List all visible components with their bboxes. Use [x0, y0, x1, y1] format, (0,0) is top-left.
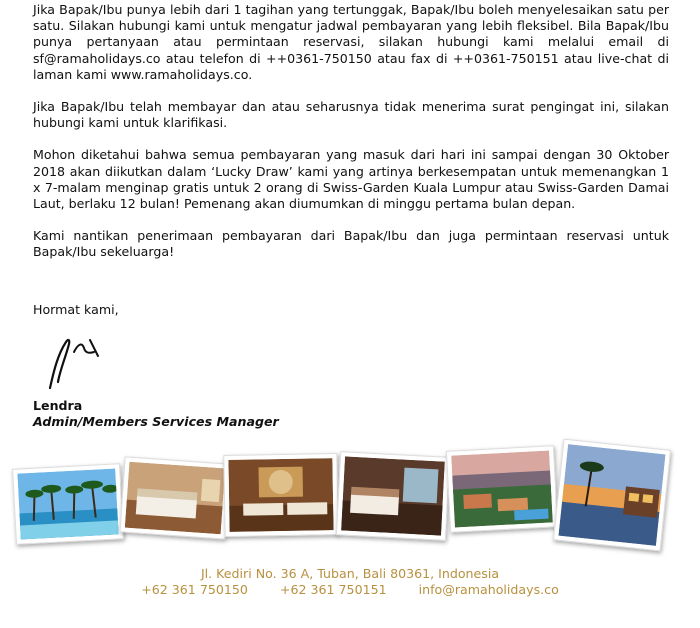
paragraph-clarification: Jika Bapak/Ibu telah membayar dan atau seharusnya tidak menerima surat pengingat ini, silakan hubungi kami untuk klarifikasi. [33, 99, 669, 131]
pool-sunset-photo [553, 439, 671, 552]
closing-salutation: Hormat kami, [33, 302, 119, 317]
coastal-resort-photo [446, 445, 558, 533]
footer-phone: +62 361 750150 [141, 582, 248, 597]
letter-body [33, 2, 669, 277]
footer-fax: +62 361 750151 [279, 582, 387, 597]
paragraph-payment-info: Jika Bapak/Ibu punya lebih dari 1 tagihan yang tertunggak, Bapak/Ibu boleh menyelesaikan satu per satu. Silakan hubungi kami untuk mengatur jadwal pembayaran yang lebih fleksibel. Bila Bapak/Ibu punya pertanyaan atau permintaan reservasi, silakan hubungi kami melalui email di sf@ramaholidays.co atau telefon di ++0361-750150 atau fax di ++0361-750151 atau live-chat di laman kami www.ramaholidays.co. [33, 2, 669, 82]
signature-image [44, 330, 114, 392]
paragraph-lucky-draw: Mohon diketahui bahwa semua pembayaran yang masuk dari hari ini sampai dengan 30 Oktober 2018 akan diikutkan dalam ‘Lucky Draw’ kami yang artinya berkesempatan untuk memenangkan 1 x 7-malam menginap gratis untuk 2 orang di Swiss-Garden Kuala Lumpur atau Swiss-Garden Damai Laut, berlaku 12 bulan! Pemenang akan diumumkan di minggu pertama bulan depan. [33, 147, 669, 212]
footer-email[interactable]: info@ramaholidays.co [418, 582, 559, 597]
hotel-bedroom-photo [119, 456, 230, 539]
resort-room-photo [336, 451, 450, 541]
signer-name: Lendra [33, 398, 83, 413]
spa-room-photo [223, 453, 338, 537]
signer-title: Admin/Members Services Manager [33, 414, 279, 429]
beach-palms-photo [12, 463, 124, 545]
photo-strip [0, 438, 700, 558]
footer-address: Jl. Kediri No. 36 A, Tuban, Bali 80361, Indonesia [200, 566, 500, 581]
paragraph-closing-note: Kami nantikan penerimaan pembayaran dari Bapak/Ibu dan juga permintaan reservasi untuk Bapak/Ibu sekeluarga! [33, 228, 669, 260]
footer-contacts [0, 582, 700, 598]
